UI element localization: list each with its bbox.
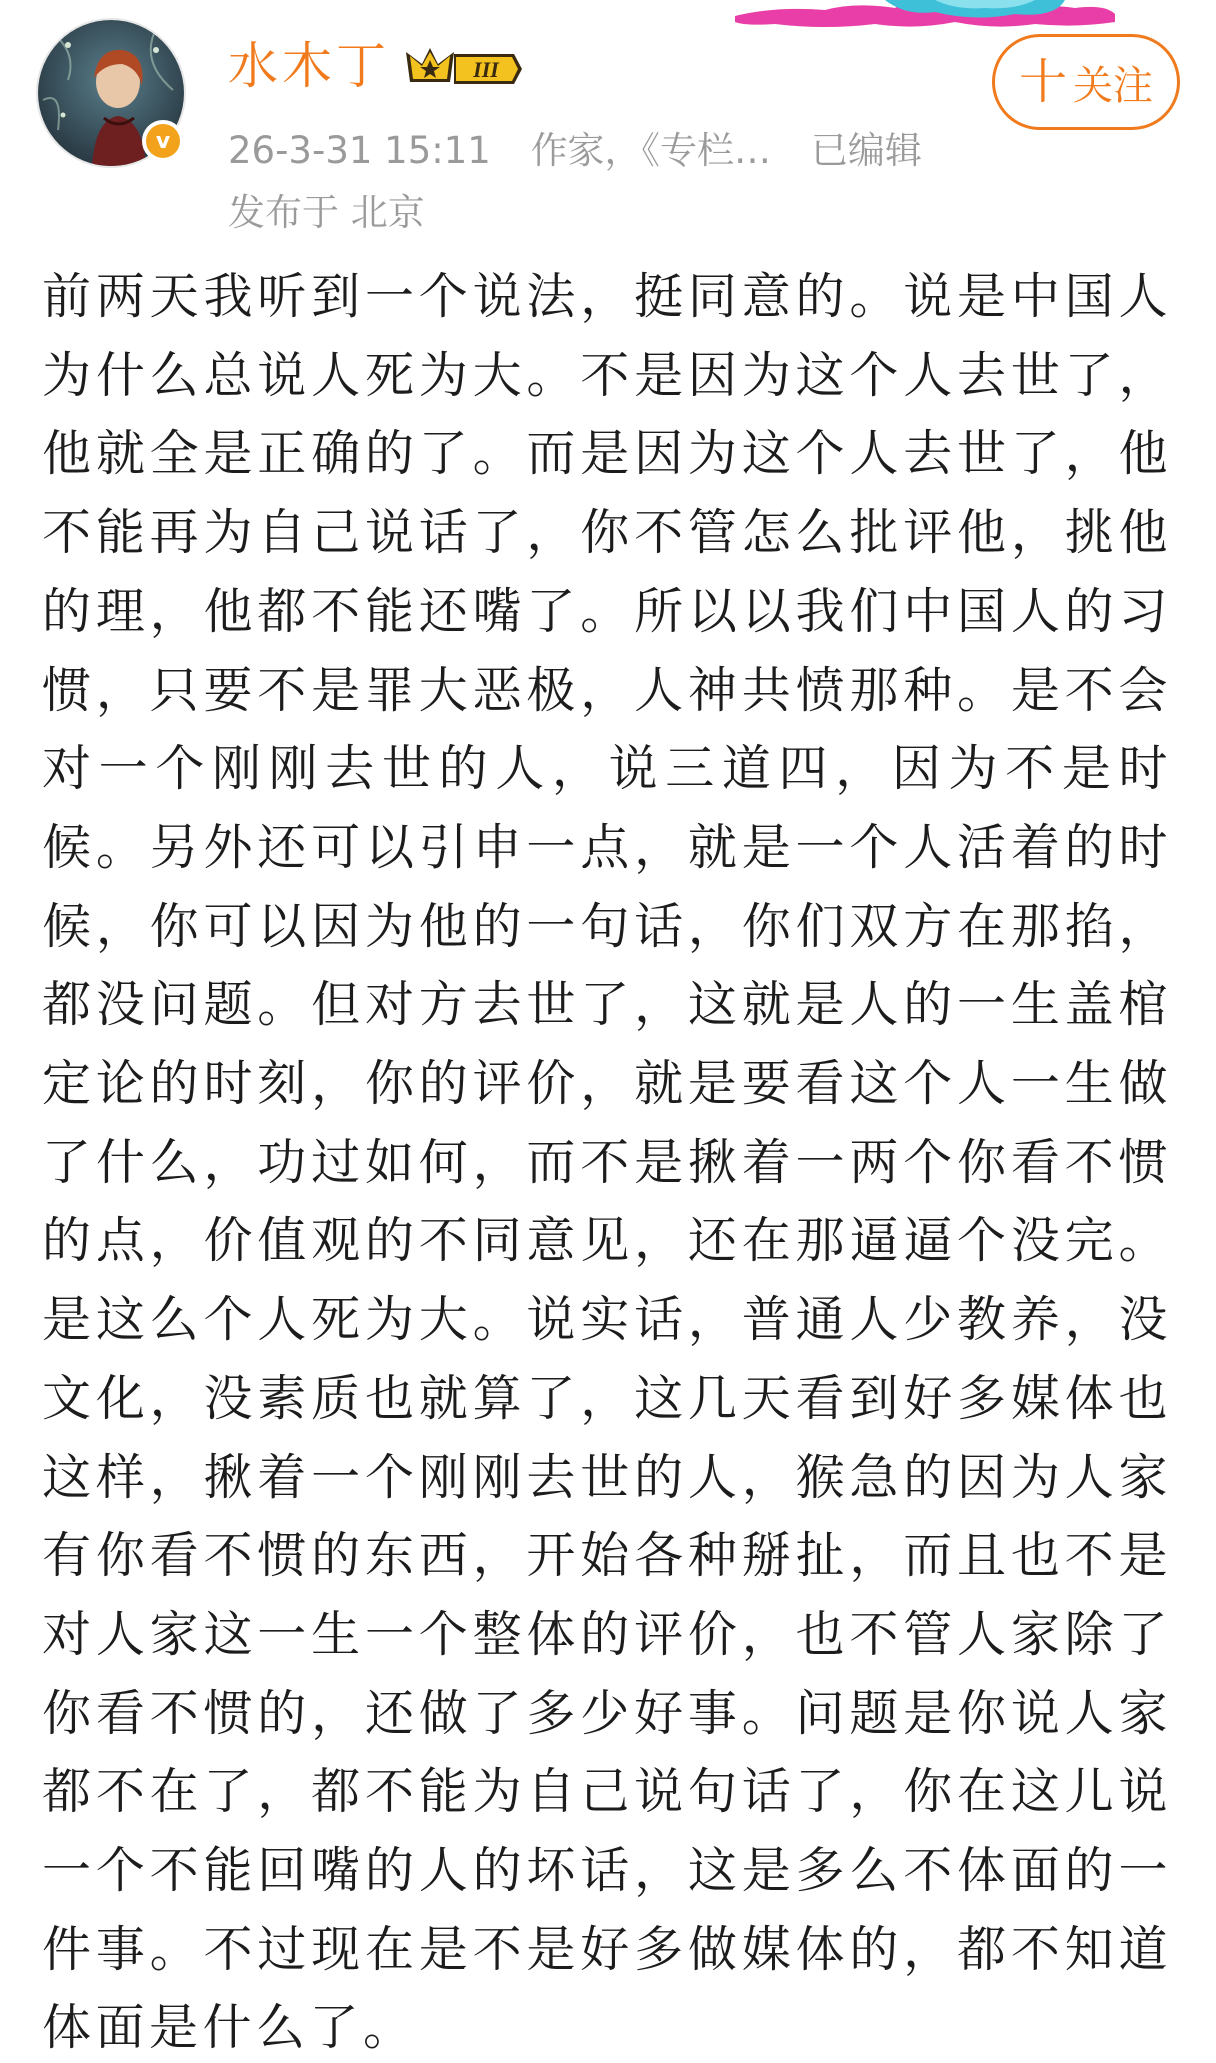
rank-level-text: III xyxy=(473,57,499,82)
post-header xyxy=(36,18,1180,234)
post-text: 前两天我听到一个说法，挺同意的。说是中国人为什么总说人死为大。不是因为这个人去世了，他就全是正确的了。而是因为这个人去世了，他不能再为自己说话了，你不管怎么批评他，挑他的理，他都不能还嘴了。所以以我们中国人的习惯，只要不是罪大恶极，人神共愤那种。是不会对一个刚刚去世的人，说三道四，因为不是时候。另外还可以引申一点，就是一个人活着的时候，你可以因为他的一句话，你们双方在那掐，都没问题。但对方去世了，这就是人的一生盖棺定论的时刻，你的评价，就是要看这个人一生做了什么，功过如何，而不是揪着一两个你看不惯的点，价值观的不同意见，还在那逼逼个没完。是这么个人死为大。说实话，普通人少教养，没文化，没素质也就算了，这几天看到好多媒体也这样，揪着一个刚刚去世的人，猴急的因为人家有你看不惯的东西，开始各种掰扯，而且也不是对人家这一生一个整体的评价，也不管人家除了你看不惯的，还做了多少好事。问题是你说人家都不在了，都不能为自己说句话了，你在这儿说一个不能回嘴的人的坏话，这是多么不体面的一件事。不过现在是不是好多做媒体的，都不知道体面是什么了。 xyxy=(42,268,1172,2057)
post-location: 发布于 北京 xyxy=(228,191,425,234)
plus-icon: 十 xyxy=(1018,54,1067,110)
post-source[interactable]: 作家，《专栏… xyxy=(530,129,772,172)
follow-label: 关注 xyxy=(1073,62,1153,109)
follow-button[interactable] xyxy=(992,34,1180,130)
verified-badge-icon: v xyxy=(142,120,184,162)
edited-label[interactable]: 已编辑 xyxy=(810,129,922,172)
user-name[interactable]: 水木丁 xyxy=(228,37,390,95)
avatar[interactable] xyxy=(36,18,186,168)
rank-badge-icon xyxy=(396,44,526,94)
post-timestamp: 26-3-31 15:11 xyxy=(228,129,491,172)
post-meta xyxy=(228,128,922,174)
